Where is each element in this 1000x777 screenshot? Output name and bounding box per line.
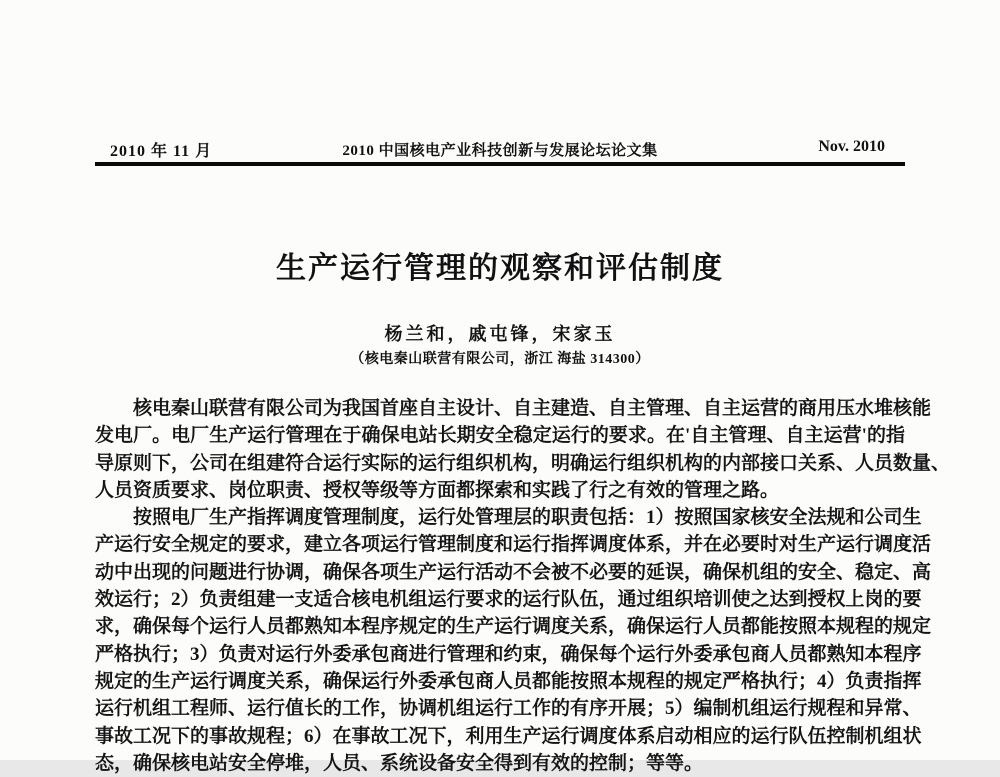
body-line: 态，确保核电站安全停堆，人员、系统设备安全得到有效的控制；等等。 [95,752,704,774]
article-authors: 杨兰和，戚屯锋，宋家玉 [384,324,616,344]
body-line: 人员资质要求、岗位职责、授权等级等方面都探索和实践了行之有效的管理之路。 [95,479,780,501]
body-line: 按照电厂生产指挥调度管理制度，运行处管理层的职责包括：1）按照国家核安全法规和公司生 [133,507,922,529]
body-line: 动中出现的问题进行协调，确保各项生产运行活动不会被不必要的延误，确保机组的安全、稳定、高 [95,561,932,583]
article-title: 生产运行管理的观察和评估制度 [276,252,724,285]
body-text [95,395,951,777]
body-line: 运行机组工程师、运行值长的工作，协调机组运行工作的有序开展；5）编制机组运行规程和异常、 [95,698,922,720]
header-divider-rule [95,162,905,166]
article-affiliation: （核电秦山联营有限公司，浙江 海盐 314300） [350,352,650,367]
body-line: 导原则下，公司在组建符合运行实际的运行组织机构，明确运行组织机构的内部接口关系、人员数量、 [95,452,951,474]
body-line: 核电秦山联营有限公司为我国首座自主设计、自主建造、自主管理、自主运营的商用压水堆核能 [133,398,932,419]
header-date-cn: 2010 年 11 月 [110,143,213,160]
body-line: 规定的生产运行调度关系，确保运行外委承包商人员都能按照本规程的规定严格执行；4）负责指挥 [95,670,922,692]
body-line: 求，确保每个运行人员都熟知本程序规定的生产运行调度关系，确保运行人员都能按照本规程的规定 [95,616,932,638]
body-line: 严格执行；3）负责对运行外委承包商进行管理和约束，确保每个运行外委承包商人员都熟知本程序 [95,643,922,665]
body-line: 发电厂。电厂生产运行管理在于确保电站长期安全稳定运行的要求。在'自主管理、自主运营'的指 [95,425,905,447]
header-date-en: Nov. 2010 [818,138,885,155]
body-line: 产运行安全规定的要求，建立各项运行管理制度和运行指挥调度体系，并在必要时对生产运行调度活 [95,534,932,556]
header-proceedings-title: 2010 中国核电产业科技创新与发展论坛论文集 [342,143,658,159]
body-line: 事故工况下的事故规程；6）在事故工况下，利用生产运行调度体系启动相应的运行队伍控制机组状 [95,725,922,747]
body-line: 效运行；2）负责组建一支适合核电机组运行要求的运行队伍，通过组织培训使之达到授权上岗的要 [95,589,922,611]
